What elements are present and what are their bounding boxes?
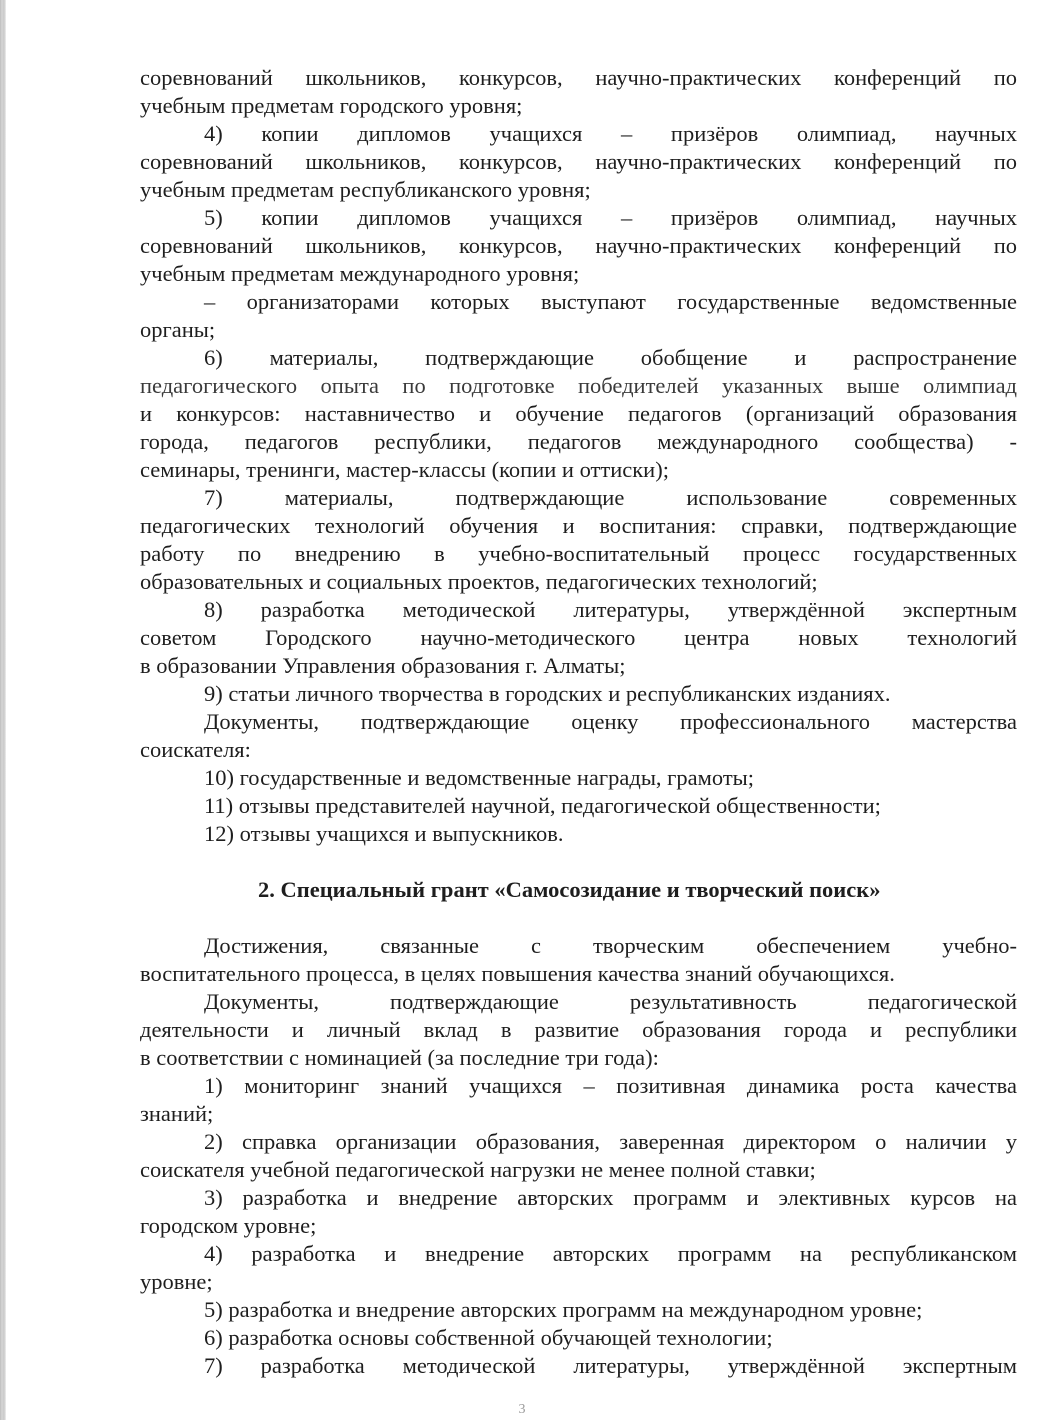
text-line: города, педагогов республики, педагогов международного сообщества) - <box>140 429 1017 454</box>
text-line: соревнований школьников, конкурсов, научно-практических конференций по <box>140 233 1017 258</box>
text-line: работу по внедрению в учебно-воспитательный процесс государственных <box>140 541 1017 566</box>
list-item-2: 2) справка организации образования, заверенная директором о наличии у <box>204 1129 1017 1154</box>
list-item-12: 12) отзывы учащихся и выпускников. <box>204 821 564 846</box>
list-item-8: 8) разработка методической литературы, утверждённой экспертным <box>204 597 1017 622</box>
text-line: соревнований школьников, конкурсов, научно-практических конференций по <box>140 65 1017 90</box>
text-line: соревнований школьников, конкурсов, научно-практических конференций по <box>140 149 1017 174</box>
section-2-body <box>140 932 1017 1380</box>
list-item-5: 5) разработка и внедрение авторских программ на международном уровне; <box>204 1297 923 1322</box>
text-line: уровне; <box>140 1269 213 1294</box>
list-item-4: 4) разработка и внедрение авторских программ на республиканском <box>204 1241 1017 1266</box>
text-line: знаний; <box>140 1101 214 1126</box>
text-line: городском уровне; <box>140 1213 317 1238</box>
text-line: педагогических технологий обучения и воспитания: справки, подтверждающие <box>140 513 1017 538</box>
text-line: в образовании Управления образования г. Алматы; <box>140 653 626 678</box>
text-line: в соответствии с номинацией (за последние три года): <box>140 1045 659 1070</box>
text-line: учебным предметам республиканского уровня; <box>140 177 591 202</box>
dash-item: – организаторами которых выступают государственные ведомственные <box>204 289 1017 314</box>
section-heading: 2. Специальный грант «Самосозидание и творческий поиск» <box>258 877 881 902</box>
list-item-10: 10) государственные и ведомственные награды, грамоты; <box>204 765 755 790</box>
text-line: соискателя учебной педагогической нагрузки не менее полной ставки; <box>140 1157 816 1182</box>
list-item-6: 6) материалы, подтверждающие обобщение и распространение <box>204 345 1017 370</box>
paragraph-achievements: Достижения, связанные с творческим обеспечением учебно- <box>204 933 1017 958</box>
list-item-6: 6) разработка основы собственной обучающей технологии; <box>204 1325 773 1350</box>
list-item-4: 4) копии дипломов учащихся – призёров олимпиад, научных <box>204 121 1017 146</box>
text-line: семинары, тренинги, мастер-классы (копии и оттиски); <box>140 457 669 482</box>
text-line: деятельности и личный вклад в развитие образования города и республики <box>140 1017 1017 1042</box>
text-line: советом Городского научно-методического центра новых технологий <box>140 625 1017 650</box>
text-line: воспитательного процесса, в целях повышения качества знаний обучающихся. <box>140 961 895 986</box>
text-line: и конкурсов: наставничество и обучение педагогов (организаций образования <box>140 401 1017 426</box>
list-item-7: 7) материалы, подтверждающие использование современных <box>204 485 1017 510</box>
text-line: педагогического опыта по подготовке победителей указанных выше олимпиад <box>140 373 1017 398</box>
text-line: образовательных и социальных проектов, педагогических технологий; <box>140 569 818 594</box>
list-item-7: 7) разработка методической литературы, утверждённой экспертным <box>204 1353 1017 1378</box>
page-left-edge <box>0 0 6 1420</box>
paragraph-documents: Документы, подтверждающие результативность педагогической <box>204 989 1017 1014</box>
text-line: учебным предметам городского уровня; <box>140 93 523 118</box>
page-number: 3 <box>518 1402 526 1417</box>
list-item-1: 1) мониторинг знаний учащихся – позитивная динамика роста качества <box>204 1073 1017 1098</box>
spacer <box>140 848 1017 876</box>
section-1-continuation <box>140 64 1017 848</box>
list-item-3: 3) разработка и внедрение авторских программ и элективных курсов на <box>204 1185 1017 1210</box>
text-line: соискателя: <box>140 737 251 762</box>
list-item-9: 9) статьи личного творчества в городских и республиканских изданиях. <box>204 681 891 706</box>
text-line: органы; <box>140 317 216 342</box>
list-item-5: 5) копии дипломов учащихся – призёров олимпиад, научных <box>204 205 1017 230</box>
text-line: учебным предметам международного уровня; <box>140 261 580 286</box>
list-item-11: 11) отзывы представителей научной, педагогической общественности; <box>204 793 881 818</box>
document-page <box>140 64 1017 1380</box>
paragraph-documents: Документы, подтверждающие оценку профессионального мастерства <box>204 709 1017 734</box>
